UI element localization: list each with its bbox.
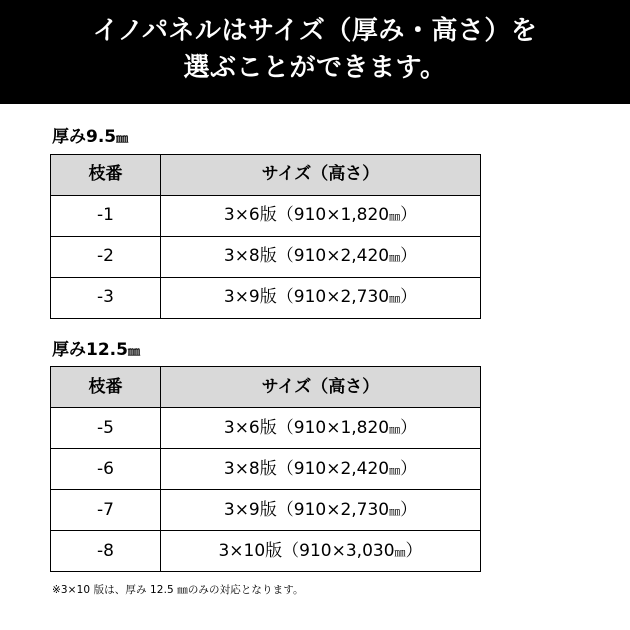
table-row (51, 490, 481, 531)
cell-size-text: 3×9版（910×2,730 (223, 500, 390, 521)
cell-size-text: 3×8版（910×2,420 (223, 246, 390, 267)
column-header-code: 枝番 (51, 154, 161, 195)
section-title-9-5 (52, 128, 580, 147)
cell-size-tail: ） (400, 500, 418, 521)
table-row (51, 408, 481, 449)
column-header-size: サイズ（高さ） (161, 367, 481, 408)
cell-size-tail: ） (400, 287, 418, 308)
spec-section-12-5 (50, 341, 580, 573)
cell-size-text: 3×6版（910×1,820 (223, 205, 390, 226)
section-title-text: 厚み12.5 (52, 339, 128, 360)
table-row (51, 195, 481, 236)
cell-size-unit: ㎜ (394, 546, 406, 560)
cell-size-tail: ） (400, 205, 418, 226)
cell-size (161, 277, 481, 318)
spec-section-9-5 (50, 128, 580, 319)
spec-table-9-5 (50, 154, 481, 319)
cell-size (161, 195, 481, 236)
footnote: ※3×10 版は、厚み 12.5 ㎜のみの対応となります。 (52, 584, 304, 597)
cell-code: -6 (51, 449, 161, 490)
content-area (0, 128, 630, 597)
cell-code: -5 (51, 408, 161, 449)
table-row (51, 236, 481, 277)
cell-size-text: 3×9版（910×2,730 (223, 287, 390, 308)
cell-size (161, 531, 481, 572)
section-title-unit: ㎜ (127, 343, 140, 358)
section-title-unit: ㎜ (116, 131, 129, 145)
cell-code: -1 (51, 195, 161, 236)
cell-size (161, 449, 481, 490)
cell-size-text: 3×8版（910×2,420 (223, 459, 390, 480)
header-banner (0, 0, 630, 104)
table-header-row (51, 154, 481, 195)
banner-title-line-2: 選ぶことができます。 (183, 53, 447, 83)
section-title-text: 厚み9.5 (52, 127, 117, 147)
cell-code: -7 (51, 490, 161, 531)
cell-size-unit: ㎜ (389, 464, 401, 478)
cell-size-tail: ） (400, 246, 418, 267)
cell-size-tail: ） (400, 459, 418, 480)
cell-size-text: 3×6版（910×1,820 (223, 418, 390, 439)
cell-size (161, 490, 481, 531)
cell-code: -3 (51, 277, 161, 318)
cell-size (161, 408, 481, 449)
table-row (51, 449, 481, 490)
cell-size-text: 3×10版（910×3,030 (218, 541, 395, 562)
table-row (51, 277, 481, 318)
section-title-12-5 (52, 341, 580, 360)
table-header-row (51, 367, 481, 408)
cell-code: -2 (51, 236, 161, 277)
cell-size-unit: ㎜ (389, 292, 401, 306)
cell-code: -8 (51, 531, 161, 572)
banner-title-line-1: イノパネルはサイズ（厚み・高さ）を (92, 16, 538, 47)
cell-size-tail: ） (400, 418, 418, 439)
cell-size (161, 236, 481, 277)
column-header-code: 枝番 (51, 367, 161, 408)
cell-size-unit: ㎜ (389, 251, 401, 265)
cell-size-unit: ㎜ (389, 505, 401, 519)
cell-size-unit: ㎜ (389, 210, 401, 224)
table-row (51, 531, 481, 572)
column-header-size: サイズ（高さ） (161, 154, 481, 195)
cell-size-unit: ㎜ (389, 423, 401, 437)
cell-size-tail: ） (405, 541, 423, 562)
spec-table-12-5 (50, 366, 481, 572)
